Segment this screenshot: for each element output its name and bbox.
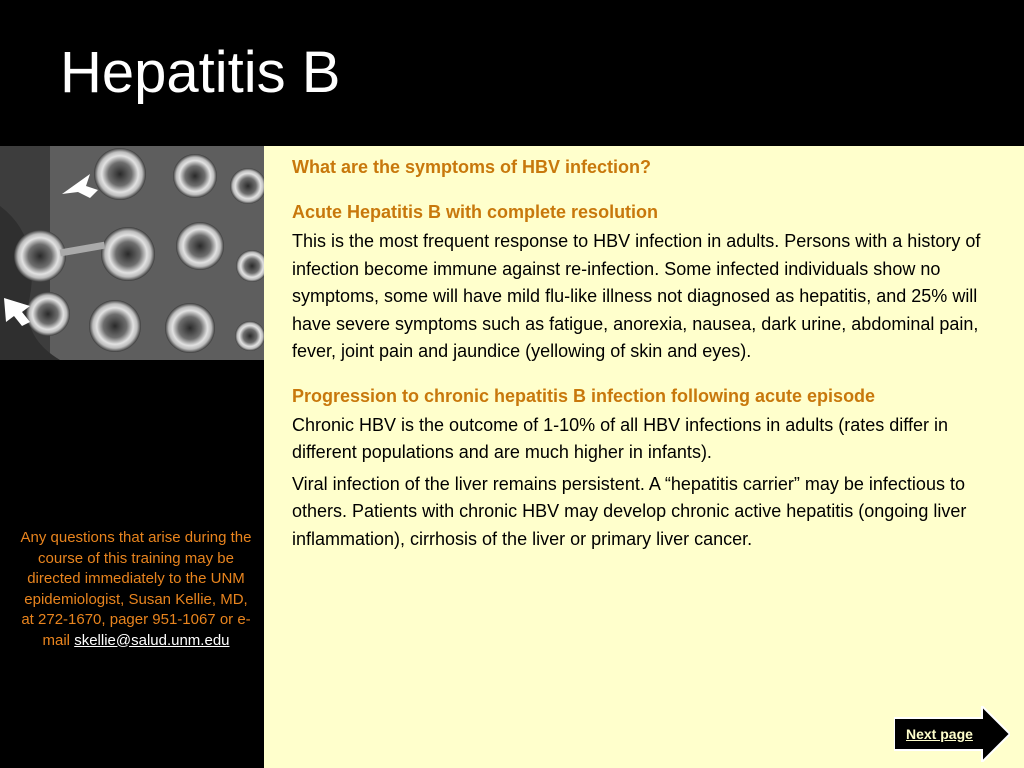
- next-page-button[interactable]: [894, 706, 1010, 762]
- section2-heading: Progression to chronic hepatitis B infection following acute episode: [292, 385, 876, 406]
- section2-body1: Chronic HBV is the outcome of 1-10% of all HBV infections in adults (rates differ in different populations and are much higher in infants).: [292, 414, 948, 462]
- section2-body2: Viral infection of the liver remains persistent. A “hepatitis carrier” may be infectious to others. Patients with chronic HBV may develop chronic active hepatitis (ongoing liver inflammation), cirrhosis of the liver or primary liver cancer.: [292, 473, 967, 549]
- contact-note: [18, 528, 254, 651]
- section1-body: This is the most frequent response to HBV infection in adults. Persons with a history of infection become immune against re-infection. Some infected individuals show no symptoms, some will have mild flu-like illness not diagnosed as hepatitis, and 25% will have severe symptoms such as fatigue, anorexia, nausea, dark urine, abdominal pain, fever, joint pain and jaundice (yellowing of skin and eyes).: [292, 231, 981, 361]
- contact-note-text: Any questions that arise during the course of this training may be directed immediately to the UNM epidemiologist, Susan Kellie, MD, at 272-1670, pager 951-1067 or e-mail: [20, 529, 252, 649]
- contact-email-link[interactable]: skellie@salud.unm.edu: [74, 631, 230, 649]
- content-panel: [264, 146, 1024, 768]
- next-page-link[interactable]: Next page: [906, 726, 973, 742]
- page-title: Hepatitis B: [60, 40, 341, 105]
- micrograph-graphic: [0, 146, 264, 360]
- section1-heading: Acute Hepatitis B with complete resolution: [292, 202, 659, 222]
- section-question: What are the symptoms of HBV infection?: [292, 157, 652, 177]
- hbv-micrograph-image: [0, 146, 264, 360]
